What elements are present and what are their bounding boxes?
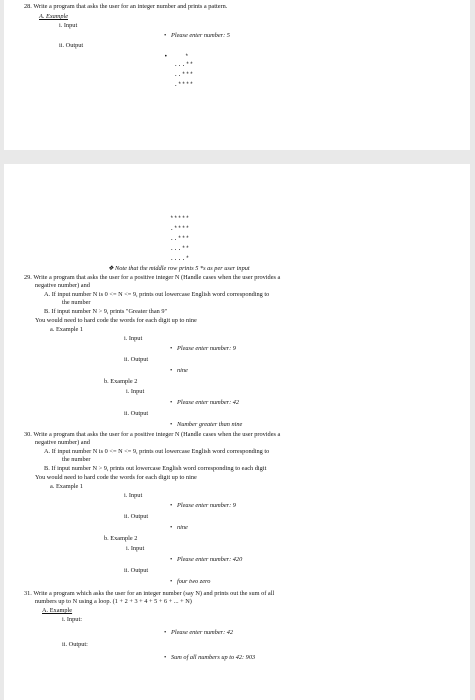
- q29-example-1-input: • Please enter number: 9: [170, 345, 236, 352]
- q28-pattern-row-6: .****: [170, 225, 190, 232]
- q29-condition-a-cont: the number: [62, 299, 91, 306]
- q30-example-1-input: • Please enter number: 9: [170, 502, 236, 509]
- q29-example-2-output: • Number greater than nine: [170, 421, 243, 428]
- q30-condition-a-cont: the number: [62, 456, 91, 463]
- q31-input-text: • Please enter number: 42: [164, 629, 234, 636]
- q28-pattern-row-9: ....*: [170, 255, 190, 262]
- document-page-1: [4, 0, 470, 150]
- q29-example-1-output: • nine: [170, 367, 188, 374]
- q29-example-2-input-label: i. Input: [126, 388, 145, 395]
- q30-example-2-output-label: ii. Output: [124, 567, 149, 574]
- q30-condition-a: A. If input number N is 0 <= N <= 9, prints out lowercase English word corresponding to: [44, 448, 270, 455]
- q28-input-label: i. Input: [59, 22, 78, 29]
- q28-pattern-row-8: ...**: [170, 245, 190, 252]
- q29-title-cont: negative number) and: [35, 282, 90, 289]
- q30-example-1-output: • nine: [170, 524, 188, 531]
- q30-example-2-input: • Please enter number: 420: [170, 556, 243, 563]
- q28-pattern-row-7: ..***: [170, 235, 190, 242]
- q30-example-1-output-label: ii. Output: [124, 513, 149, 520]
- q28-example-label: A. Example: [39, 13, 69, 20]
- q31-input-label: i. Input:: [62, 616, 82, 623]
- q29-example-1-label: a. Example 1: [50, 326, 84, 333]
- q29-example-2-label: b. Example 2: [104, 378, 138, 385]
- q28-input-text: • Please enter number: 5: [164, 32, 230, 39]
- q28-pattern-row-5: *****: [170, 215, 190, 222]
- q28-pattern-row-1: • *: [164, 53, 189, 60]
- q28-title: 28. Write a program that asks the user for an integer number and prints a pattern.: [24, 3, 228, 10]
- q30-title: 30. Write a program that asks the user for a positive integer N (Handle cases when the user provides a: [24, 431, 281, 438]
- q30-condition-b: B. If input number N > 9, prints out lowercase English word corresponding to each digit: [44, 465, 267, 472]
- q28-pattern-row-2: ...**: [174, 61, 194, 68]
- q29-condition-a: A. If input number N is 0 <= N <= 9, prints out lowercase English word corresponding to: [44, 291, 270, 298]
- q28-pattern-row-3: ..***: [174, 71, 194, 78]
- q29-example-2-input: • Please enter number: 42: [170, 399, 240, 406]
- q28-pattern-row-4: .****: [174, 81, 194, 88]
- q31-output-text: • Sum of all numbers up to 42: 903: [164, 654, 256, 661]
- q31-output-label: ii. Output:: [62, 641, 88, 648]
- q29-condition-b: B. If input number N > 9, prints "Greater than 9": [44, 308, 168, 315]
- q29-example-1-input-label: i. Input: [124, 335, 143, 342]
- q29-example-2-output-label: ii. Output: [124, 410, 149, 417]
- q31-title: 31. Write a program which asks the user for an integer number (say N) and prints out the sum of all: [24, 590, 275, 597]
- q30-example-2-output: • four two zero: [170, 578, 211, 585]
- q30-hard-code-note: You would need to hard code the words for each digit up to nine: [35, 474, 197, 481]
- q28-output-label: ii. Output: [59, 42, 84, 49]
- q28-note: ❖Note that the middle row prints 5 *s as per user input: [108, 265, 250, 272]
- q30-example-2-input-label: i. Input: [126, 545, 145, 552]
- q30-title-cont: negative number) and: [35, 439, 90, 446]
- document-page-2: [4, 164, 470, 700]
- q31-example-label: A. Example: [42, 607, 73, 614]
- q29-title: 29. Write a program that asks the user for a positive integer N (Handle cases when the user provides a: [24, 274, 281, 281]
- q29-example-1-output-label: ii. Output: [124, 356, 149, 363]
- q30-example-2-label: b. Example 2: [104, 535, 138, 542]
- q30-example-1-input-label: i. Input: [124, 492, 143, 499]
- q30-example-1-label: a. Example 1: [50, 483, 84, 490]
- q31-title-cont: numbers up to N using a loop. (1 + 2 + 3 + 4 + 5 + 6 + ... + N): [35, 598, 192, 605]
- q29-hard-code-note: You would need to hard code the words for each digit up to nine: [35, 317, 197, 324]
